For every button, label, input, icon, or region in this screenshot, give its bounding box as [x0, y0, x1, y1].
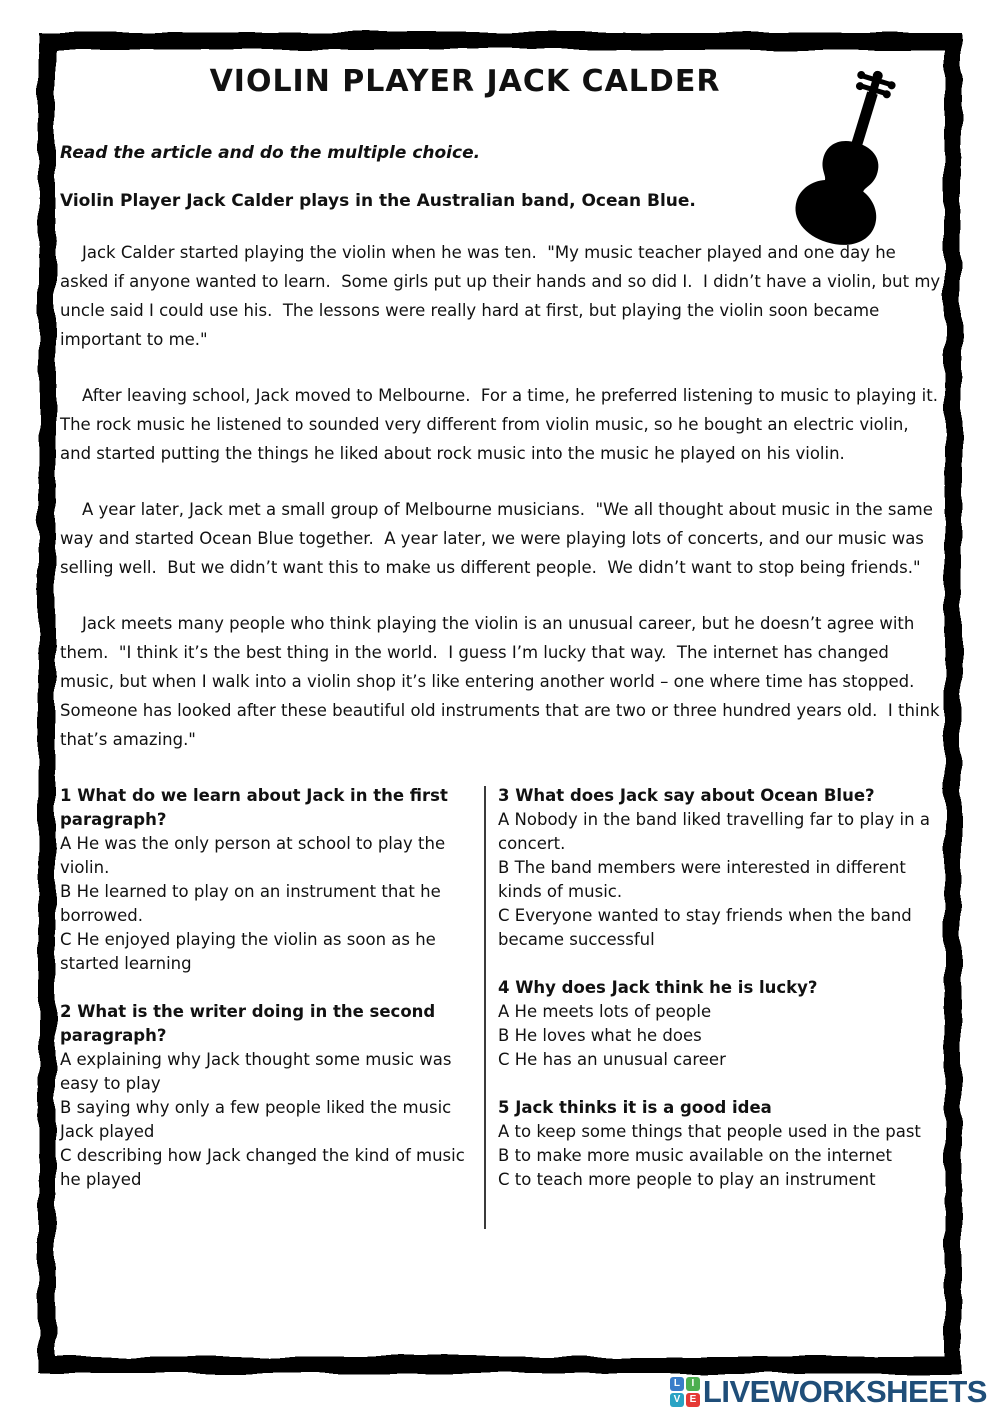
question-1-prompt: 1 What do we learn about Jack in the first paragraph?: [60, 786, 448, 829]
worksheet-content: [60, 52, 949, 1229]
question-1: [60, 784, 478, 976]
question-2-prompt: 2 What is the writer doing in the second paragraph?: [60, 1002, 436, 1045]
liveworksheets-logo-icon: [670, 1377, 700, 1407]
question-5-prompt: 5 Jack thinks it is a good idea: [498, 1098, 772, 1117]
question-3-option-b[interactable]: B The band members were interested in different kinds of music.: [498, 858, 906, 901]
questions-column-right: [498, 784, 938, 1192]
liveworksheets-wordmark: LIVEWORKSHEETS: [702, 1374, 987, 1409]
question-5-option-c[interactable]: C to teach more people to play an instrument: [498, 1170, 876, 1189]
article-paragraph-3: A year later, Jack met a small group of Melbourne musicians. "We all thought about music in the same way and started Ocean Blue together. A year later, we were playing lots of concerts, and our music was selling well. But we didn’t want this to make us different people. We didn’t want to stop being friends.": [60, 500, 939, 577]
question-4-option-b[interactable]: B He loves what he does: [498, 1026, 702, 1045]
instruction-text: Read the article and do the multiple choice.: [60, 143, 481, 163]
questions-column-left: [60, 784, 478, 1192]
violin-icon: [772, 60, 932, 250]
question-4-option-c[interactable]: C He has an unusual career: [498, 1050, 726, 1069]
logo-tile-v: V: [670, 1393, 684, 1407]
question-5: [498, 1096, 938, 1192]
page-title: VIOLIN PLAYER JACK CALDER: [209, 64, 721, 99]
question-3-prompt: 3 What does Jack say about Ocean Blue?: [498, 786, 875, 805]
column-divider: [484, 786, 486, 1229]
question-4-prompt: 4 Why does Jack think he is lucky?: [498, 978, 818, 997]
question-1-option-a[interactable]: A He was the only person at school to play the violin.: [60, 834, 446, 877]
article-paragraph-4: Jack meets many people who think playing the violin is an unusual career, but he doesn’t agree with them. "I think it’s the best thing in the world. I guess I’m lucky that way. The internet has changed music, but when I walk into a violin shop it’s like entering another world – one where time has stopped. Someone has looked after these beautiful old instruments that are two or three hundred years old. I think that’s amazing.": [60, 614, 945, 749]
question-2-option-a[interactable]: A explaining why Jack thought some music was easy to play: [60, 1050, 452, 1093]
question-2-option-c[interactable]: C describing how Jack changed the kind of music he played: [60, 1146, 465, 1189]
question-5-option-b[interactable]: B to make more music available on the internet: [498, 1146, 893, 1165]
question-1-option-b[interactable]: B He learned to play on an instrument that he borrowed.: [60, 882, 441, 925]
question-4: [498, 976, 938, 1072]
logo-tile-l: L: [670, 1377, 684, 1391]
question-2: [60, 1000, 478, 1192]
article-paragraph-2: After leaving school, Jack moved to Melbourne. For a time, he preferred listening to music to playing it. The rock music he listened to sounded very different from violin music, so he bought an electric violin, and started putting the things he liked about rock music into the music he played on his violin.: [60, 386, 949, 463]
question-2-option-b[interactable]: B saying why only a few people liked the music Jack played: [60, 1098, 452, 1141]
logo-tile-e: E: [686, 1393, 700, 1407]
question-3-option-a[interactable]: A Nobody in the band liked travelling far to play in a concert.: [498, 810, 930, 853]
question-3: [498, 784, 938, 952]
questions-section: [60, 784, 944, 1229]
article-paragraph-1: Jack Calder started playing the violin when he was ten. "My music teacher played and one day he asked if anyone wanted to learn. Some girls put up their hands and so did I. I didn’t have a violin, but my uncle said I could use his. The lessons were really hard at first, but playing the violin soon became important to me.": [60, 243, 946, 349]
liveworksheets-logo[interactable]: [670, 1374, 987, 1410]
question-1-option-c[interactable]: C He enjoyed playing the violin as soon as he started learning: [60, 930, 436, 973]
question-4-option-a[interactable]: A He meets lots of people: [498, 1002, 712, 1021]
intro-text: Violin Player Jack Calder plays in the Australian band, Ocean Blue.: [60, 191, 696, 211]
question-5-option-a[interactable]: A to keep some things that people used in the past: [498, 1122, 921, 1141]
question-3-option-c[interactable]: C Everyone wanted to stay friends when the band became successful: [498, 906, 912, 949]
logo-tile-i: I: [686, 1377, 700, 1391]
